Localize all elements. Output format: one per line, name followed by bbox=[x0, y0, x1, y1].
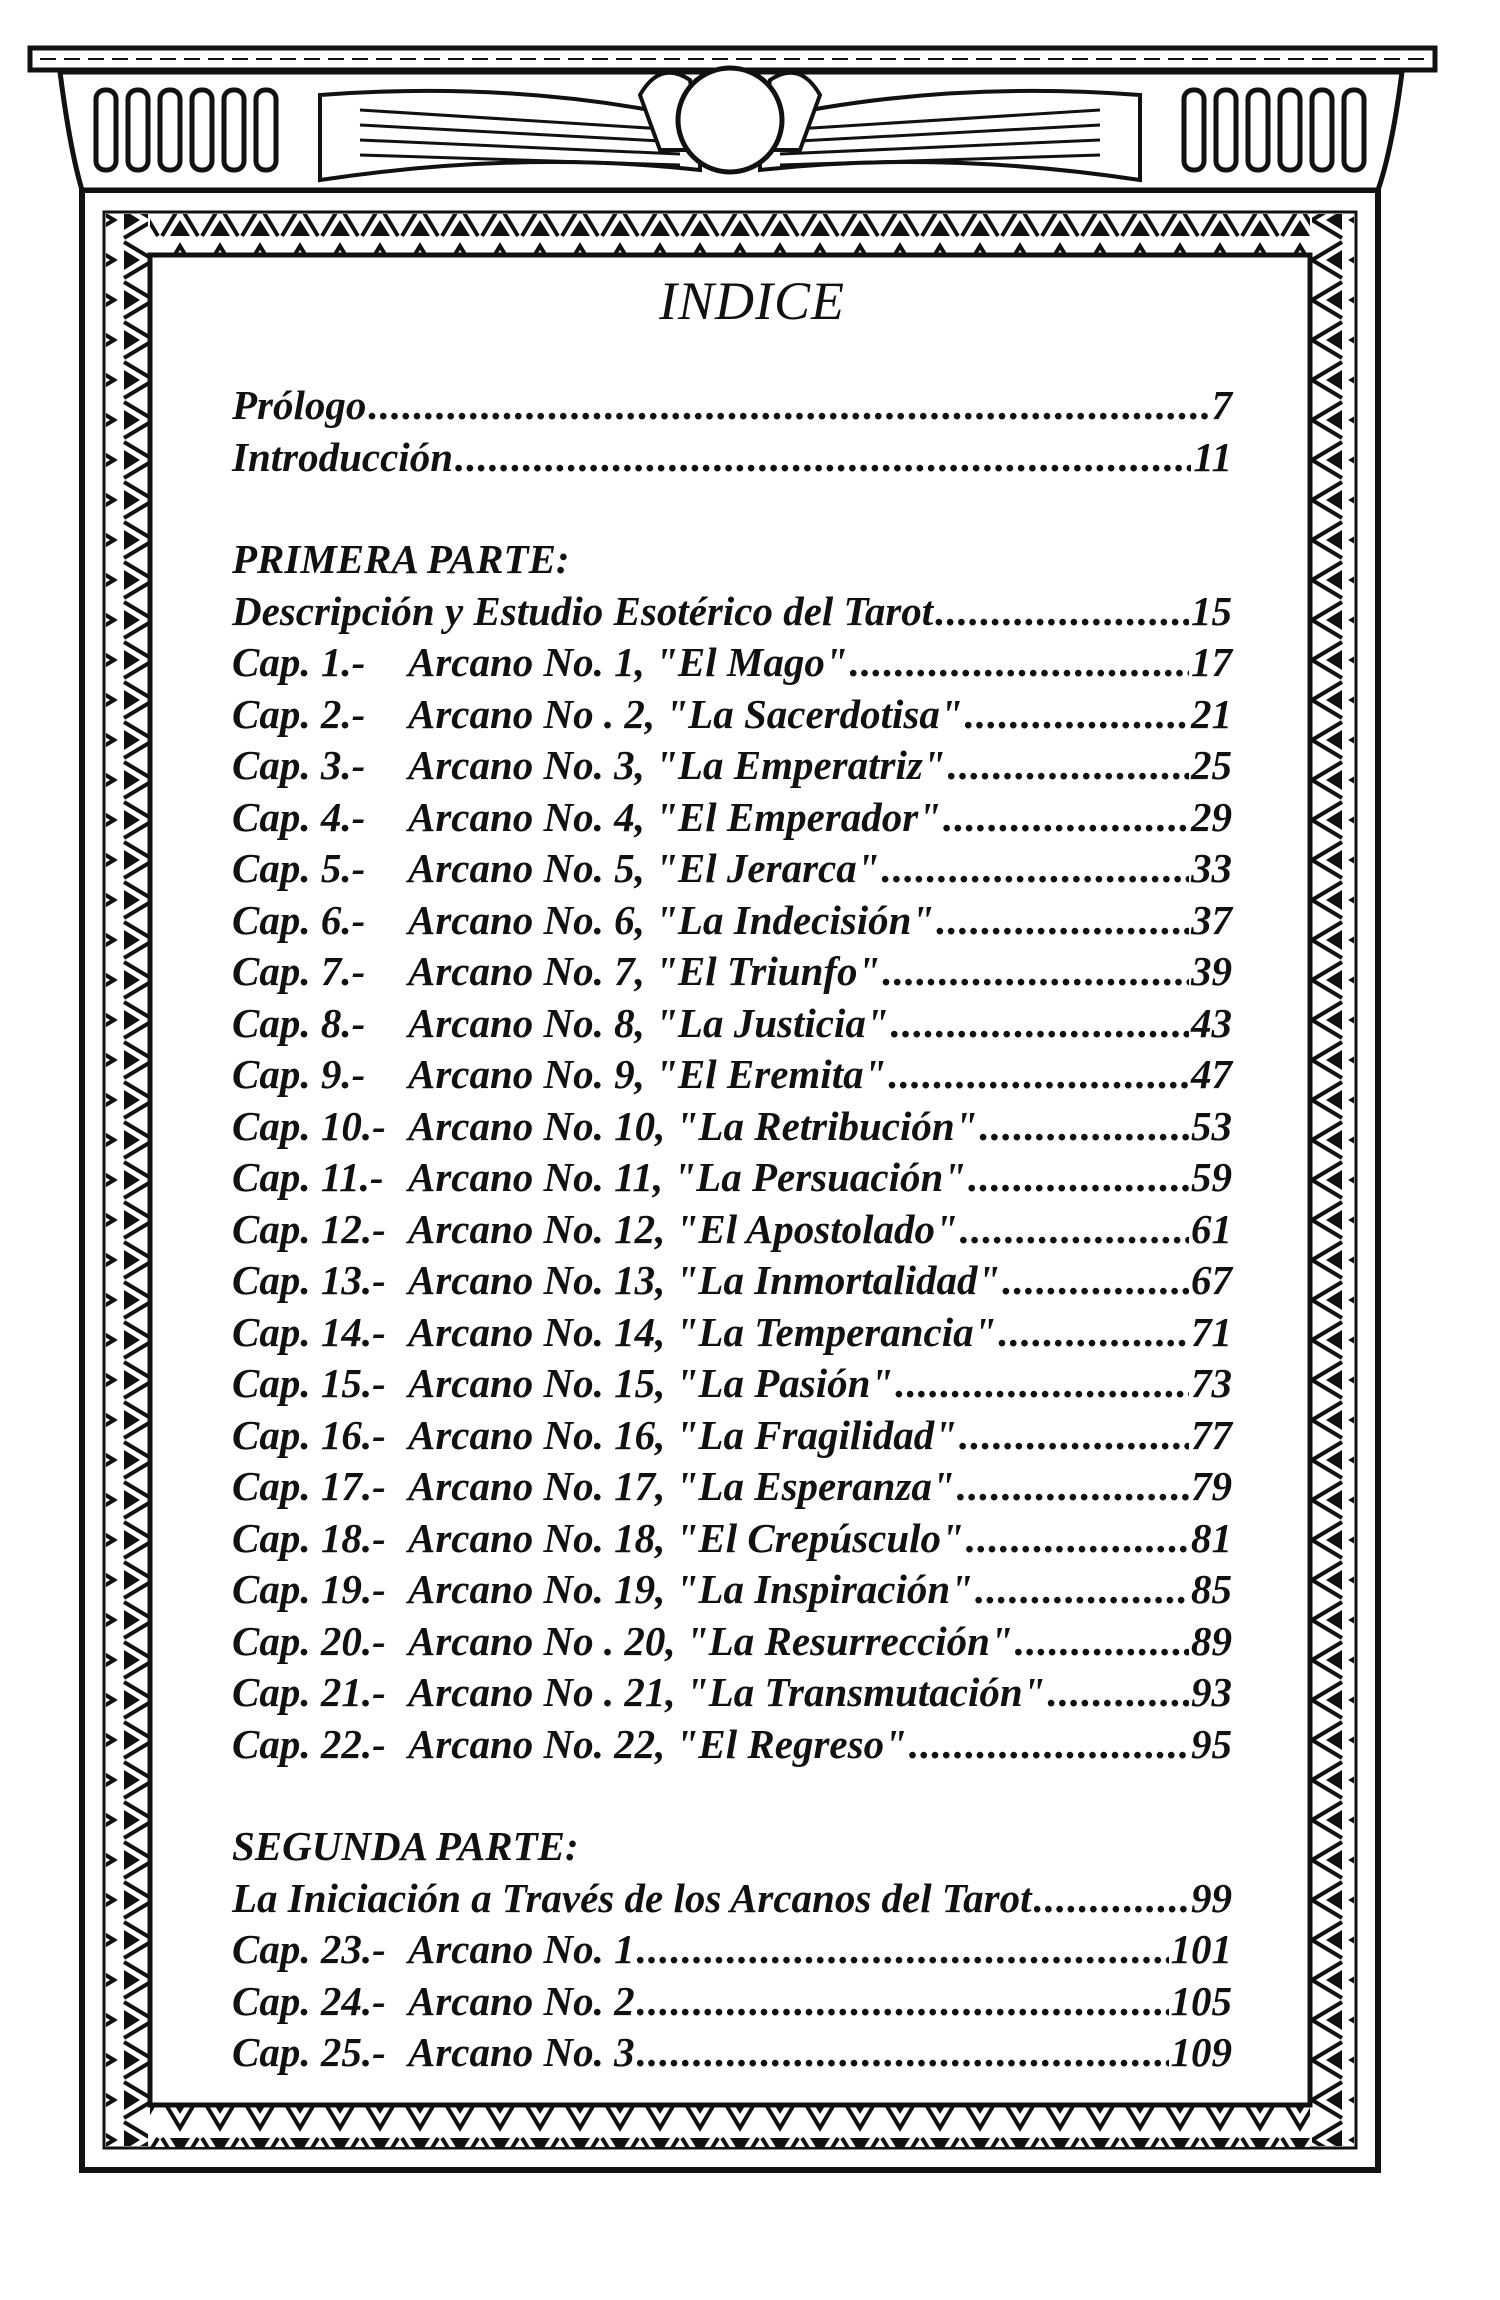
toc-page-number: 89 bbox=[1191, 1617, 1232, 1664]
toc-chapter-entry bbox=[232, 792, 1232, 844]
part-heading: SEGUNDA PARTE: bbox=[232, 1823, 579, 1869]
toc-chapter-entry bbox=[232, 1204, 1232, 1256]
toc-label bbox=[232, 843, 879, 895]
leader-dots bbox=[935, 586, 1189, 638]
leader-dots bbox=[455, 432, 1191, 484]
toc-label bbox=[232, 740, 946, 792]
toc-chapter-entry bbox=[232, 1719, 1232, 1771]
toc-page-number: 67 bbox=[1191, 1257, 1232, 1303]
leader-dots bbox=[948, 740, 1189, 792]
chapter-title: Arcano No. 1, "El Mago" bbox=[408, 639, 848, 685]
toc-page-number: 109 bbox=[1170, 2029, 1232, 2075]
toc-page-number: 71 bbox=[1191, 1308, 1232, 1355]
chapter-title: Arcano No . 20, "La Resurrección" bbox=[408, 1617, 1013, 1664]
chapter-list bbox=[232, 1924, 1232, 2079]
toc-label bbox=[232, 1358, 893, 1410]
chapter-number: Cap. 3.- bbox=[232, 742, 366, 788]
toc-chapter-entry bbox=[232, 946, 1232, 998]
leader-dots bbox=[966, 1513, 1189, 1565]
toc-chapter-entry bbox=[232, 1152, 1232, 1204]
toc-page-number: 47 bbox=[1191, 1051, 1232, 1097]
chapter-number: Cap. 1.- bbox=[232, 639, 366, 685]
toc-page-number: 53 bbox=[1191, 1102, 1232, 1149]
chapter-number: Cap. 10.- bbox=[232, 1102, 386, 1149]
toc-label bbox=[232, 1049, 886, 1101]
leader-dots bbox=[959, 1410, 1189, 1462]
toc-page-number: 15 bbox=[1191, 587, 1232, 634]
leader-dots bbox=[637, 1976, 1169, 2028]
toc-page-number: 85 bbox=[1191, 1566, 1232, 1612]
toc-page-number: 11 bbox=[1193, 433, 1232, 480]
chapter-title: Arcano No. 3 bbox=[408, 2029, 635, 2075]
toc-entry bbox=[232, 432, 1232, 484]
chapter-number: Cap. 25.- bbox=[232, 2029, 386, 2075]
toc-label bbox=[232, 1564, 973, 1616]
chapter-number: Cap. 9.- bbox=[232, 1051, 366, 1097]
toc-chapter-entry bbox=[232, 998, 1232, 1050]
toc-page-number: 105 bbox=[1170, 1977, 1232, 2024]
toc-chapter-entry bbox=[232, 1101, 1232, 1153]
toc-entry bbox=[232, 380, 1232, 432]
chapter-title: Arcano No. 6, "La Indecisión" bbox=[408, 896, 935, 943]
toc-page-number: 29 bbox=[1191, 793, 1232, 840]
chapter-title: Arcano No. 11, "La Persuación" bbox=[408, 1154, 967, 1200]
chapter-title: Arcano No. 3, "La Emperatriz" bbox=[408, 742, 946, 788]
chapter-title: Arcano No. 1 bbox=[408, 1926, 635, 1972]
chapter-number: Cap. 21.- bbox=[232, 1669, 386, 1715]
toc-label bbox=[232, 2027, 635, 2079]
leader-dots bbox=[936, 895, 1189, 947]
toc-page-number: 81 bbox=[1191, 1514, 1232, 1561]
chapter-number: Cap. 5.- bbox=[232, 845, 366, 891]
toc-label bbox=[232, 1461, 955, 1513]
chapter-number: Cap. 4.- bbox=[232, 793, 366, 840]
chapter-title: Arcano No. 4, "El Emperador" bbox=[408, 793, 942, 840]
leader-dots bbox=[975, 1564, 1189, 1616]
toc-label bbox=[232, 1255, 1000, 1307]
chapter-number: Cap. 16.- bbox=[232, 1411, 386, 1458]
chapter-number: Cap. 8.- bbox=[232, 999, 366, 1046]
chapter-number: Cap. 18.- bbox=[232, 1514, 386, 1561]
chapter-title: Arcano No. 16, "La Fragilidad" bbox=[408, 1411, 957, 1458]
chapter-title: Arcano No. 2 bbox=[408, 1977, 635, 2024]
toc-label bbox=[232, 1616, 1013, 1668]
toc-chapter-entry bbox=[232, 2027, 1232, 2079]
chapter-number: Cap. 19.- bbox=[232, 1566, 386, 1612]
toc-page-number: 25 bbox=[1191, 742, 1232, 788]
toc-chapter-entry bbox=[232, 1358, 1232, 1410]
toc-page-number: 33 bbox=[1191, 845, 1232, 891]
leader-dots bbox=[1002, 1255, 1189, 1307]
toc-page-number: 95 bbox=[1191, 1720, 1232, 1767]
leader-dots bbox=[957, 1461, 1189, 1513]
toc-label: Introducción bbox=[232, 433, 453, 480]
toc-chapter-entry bbox=[232, 1564, 1232, 1616]
toc-label bbox=[232, 946, 880, 998]
toc-label bbox=[232, 1410, 957, 1462]
chapter-number: Cap. 6.- bbox=[232, 896, 366, 943]
toc-chapter-entry bbox=[232, 1410, 1232, 1462]
leader-dots bbox=[368, 380, 1209, 432]
leader-dots bbox=[888, 1049, 1189, 1101]
chapter-number: Cap. 17.- bbox=[232, 1463, 386, 1509]
toc-page-number: 73 bbox=[1191, 1360, 1232, 1406]
toc-chapter-entry bbox=[232, 740, 1232, 792]
toc-chapter-entry bbox=[232, 1307, 1232, 1359]
chapter-number: Cap. 12.- bbox=[232, 1205, 386, 1252]
chapter-number: Cap. 20.- bbox=[232, 1617, 386, 1664]
toc-chapter-entry bbox=[232, 1255, 1232, 1307]
toc-page-number: 99 bbox=[1191, 1874, 1232, 1921]
leader-dots bbox=[882, 946, 1189, 998]
leader-dots bbox=[968, 1152, 1189, 1204]
toc-label bbox=[232, 998, 889, 1050]
toc-chapter-entry bbox=[232, 637, 1232, 689]
chapter-title: Arcano No. 17, "La Esperanza" bbox=[408, 1463, 955, 1509]
chapter-number: Cap. 23.- bbox=[232, 1926, 386, 1972]
part-heading: PRIMERA PARTE: bbox=[232, 536, 570, 582]
chapter-title: Arcano No. 12, "El Apostolado" bbox=[408, 1205, 958, 1252]
leader-dots bbox=[891, 998, 1189, 1050]
toc-page-number: 101 bbox=[1170, 1926, 1232, 1972]
toc-page-number: 39 bbox=[1191, 948, 1232, 994]
toc-label bbox=[232, 689, 963, 741]
leader-dots bbox=[998, 1307, 1189, 1359]
chapter-title: Arcano No. 13, "La Inmortalidad" bbox=[408, 1257, 1001, 1303]
toc-page-number: 59 bbox=[1191, 1154, 1232, 1200]
chapter-title: Arcano No. 7, "El Triunfo" bbox=[408, 948, 881, 994]
toc-page-number: 37 bbox=[1191, 896, 1232, 943]
toc-page-number: 7 bbox=[1211, 382, 1232, 428]
toc-label bbox=[232, 637, 848, 689]
toc-label: La Iniciación a Través de los Arcanos del Tarot bbox=[232, 1874, 1032, 1921]
leader-dots bbox=[637, 1924, 1169, 1976]
leader-dots bbox=[909, 1719, 1189, 1771]
toc-label bbox=[232, 1719, 907, 1771]
chapter-title: Arcano No . 2, "La Sacerdotisa" bbox=[408, 690, 963, 737]
toc-page-number: 93 bbox=[1191, 1669, 1232, 1715]
toc-label bbox=[232, 1152, 966, 1204]
leader-dots bbox=[1047, 1667, 1189, 1719]
egyptian-cornice bbox=[30, 48, 1435, 190]
toc-page-number: 77 bbox=[1191, 1411, 1232, 1458]
toc-chapter-entry bbox=[232, 1924, 1232, 1976]
toc-chapter-entry bbox=[232, 1461, 1232, 1513]
leader-dots bbox=[881, 843, 1189, 895]
chapter-title: Arcano No . 21, "La Transmutación" bbox=[408, 1669, 1046, 1715]
toc-label bbox=[232, 1924, 635, 1976]
chapter-title: Arcano No. 19, "La Inspiración" bbox=[408, 1566, 973, 1612]
toc-entry bbox=[232, 586, 1232, 638]
leader-dots bbox=[895, 1358, 1189, 1410]
leader-dots bbox=[965, 689, 1189, 741]
toc-label: Prólogo bbox=[232, 382, 367, 428]
toc-page-number: 79 bbox=[1191, 1463, 1232, 1509]
toc-label bbox=[232, 1667, 1045, 1719]
chapter-title: Arcano No. 8, "La Justicia" bbox=[408, 999, 889, 1046]
toc-label bbox=[232, 1101, 977, 1153]
chapter-list bbox=[232, 637, 1232, 1770]
chapter-title: Arcano No. 10, "La Retribución" bbox=[408, 1102, 978, 1149]
toc-label bbox=[232, 792, 941, 844]
chapter-title: Arcano No. 14, "La Temperancia" bbox=[408, 1308, 997, 1355]
toc-label: Descripción y Estudio Esotérico del Tarot bbox=[232, 587, 934, 634]
toc-chapter-entry bbox=[232, 1513, 1232, 1565]
toc-chapter-entry bbox=[232, 1976, 1232, 2028]
toc-chapter-entry bbox=[232, 1049, 1232, 1101]
chapter-number: Cap. 24.- bbox=[232, 1977, 386, 2024]
toc-page-number: 21 bbox=[1191, 690, 1232, 737]
chapter-number: Cap. 2.- bbox=[232, 690, 366, 737]
toc-chapter-entry bbox=[232, 1667, 1232, 1719]
toc-label bbox=[232, 1204, 958, 1256]
leader-dots bbox=[943, 792, 1189, 844]
index-page bbox=[232, 270, 1232, 2079]
toc-chapter-entry bbox=[232, 689, 1232, 741]
page-title: INDICE bbox=[659, 271, 845, 331]
leader-dots bbox=[1034, 1873, 1190, 1925]
toc-chapter-entry bbox=[232, 1616, 1232, 1668]
toc-label bbox=[232, 1513, 964, 1565]
chapter-title: Arcano No. 15, "La Pasión" bbox=[408, 1360, 894, 1406]
chapter-title: Arcano No. 9, "El Eremita" bbox=[408, 1051, 887, 1097]
chapter-title: Arcano No. 5, "El Jerarca" bbox=[408, 845, 880, 891]
chapter-number: Cap. 11.- bbox=[232, 1154, 384, 1200]
leader-dots bbox=[637, 2027, 1169, 2079]
leader-dots bbox=[850, 637, 1189, 689]
chapter-number: Cap. 13.- bbox=[232, 1257, 386, 1303]
toc-label bbox=[232, 1307, 996, 1359]
toc-chapter-entry bbox=[232, 895, 1232, 947]
toc-page-number: 17 bbox=[1191, 639, 1232, 685]
chapter-number: Cap. 14.- bbox=[232, 1308, 386, 1355]
chapter-number: Cap. 15.- bbox=[232, 1360, 386, 1406]
chapter-number: Cap. 22.- bbox=[232, 1720, 386, 1767]
chapter-number: Cap. 7.- bbox=[232, 948, 366, 994]
toc-page-number: 61 bbox=[1191, 1205, 1232, 1252]
chapter-title: Arcano No. 18, "El Crepúsculo" bbox=[408, 1514, 964, 1561]
leader-dots bbox=[1015, 1616, 1189, 1668]
toc-page-number: 43 bbox=[1191, 999, 1232, 1046]
toc-entry bbox=[232, 1873, 1232, 1925]
toc-label bbox=[232, 1976, 635, 2028]
leader-dots bbox=[960, 1204, 1189, 1256]
leader-dots bbox=[979, 1101, 1189, 1153]
chapter-title: Arcano No. 22, "El Regreso" bbox=[408, 1720, 907, 1767]
toc-label bbox=[232, 895, 934, 947]
toc-chapter-entry bbox=[232, 843, 1232, 895]
